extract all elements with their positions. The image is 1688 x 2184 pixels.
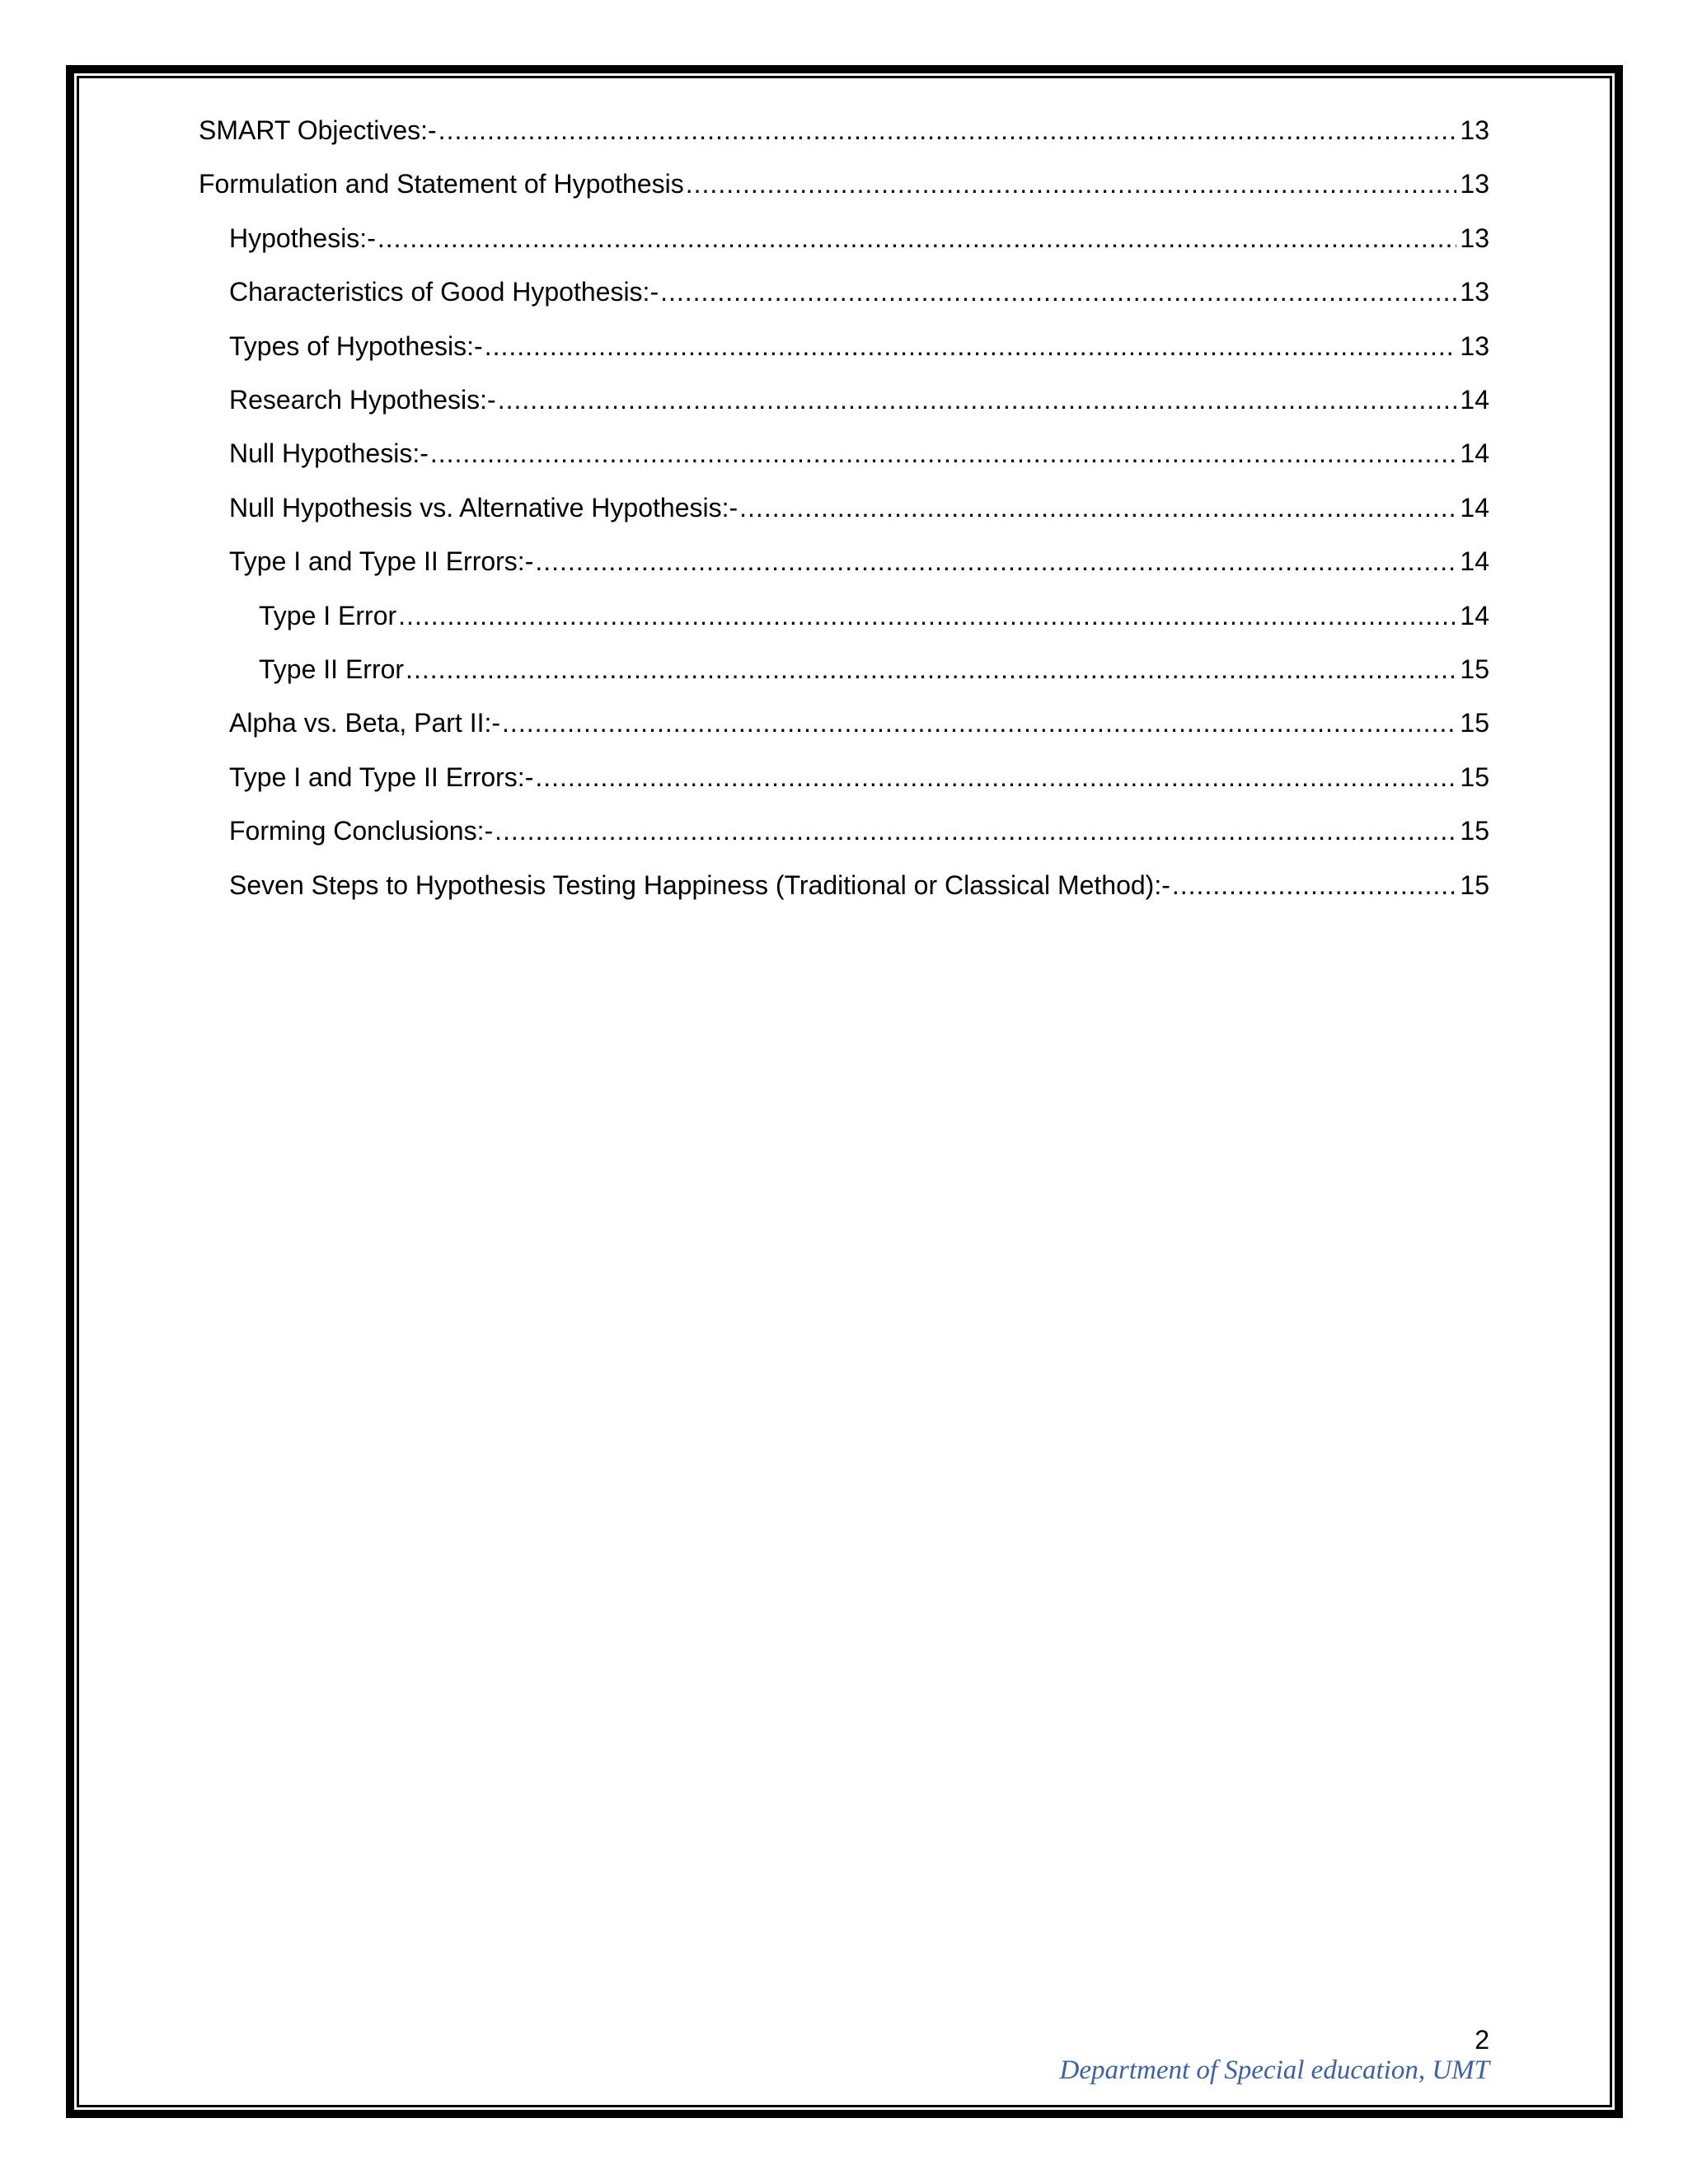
- toc-dot-leader: [502, 706, 1456, 739]
- toc-dot-leader: [686, 167, 1457, 200]
- toc-entry-label: Type II Error: [259, 654, 405, 684]
- toc-dot-leader: [438, 114, 1457, 147]
- toc-entry-page: 13: [1460, 115, 1489, 145]
- toc-dot-leader: [498, 383, 1457, 416]
- toc-entry[interactable]: [229, 869, 1489, 902]
- toc-entry-page: 15: [1460, 816, 1489, 846]
- toc-entry-label: Forming Conclusions:-: [229, 816, 494, 846]
- footer-department: Department of Special education, UMT: [1059, 2055, 1489, 2085]
- toc-dot-leader: [495, 814, 1456, 847]
- toc-entry-label: Types of Hypothesis:-: [229, 331, 483, 361]
- toc-entry-page: 14: [1460, 493, 1489, 523]
- toc-entry[interactable]: [229, 491, 1489, 524]
- toc-entry-label: Research Hypothesis:-: [229, 385, 496, 415]
- toc-dot-leader: [485, 330, 1457, 363]
- toc-dot-leader: [377, 222, 1457, 255]
- page-number: 2: [1475, 2025, 1489, 2055]
- toc-entry[interactable]: [229, 761, 1489, 794]
- toc-dot-leader: [535, 545, 1456, 578]
- toc-dot-leader: [398, 599, 1456, 632]
- toc-entry-label: Type I and Type II Errors:-: [229, 762, 534, 792]
- toc-entry[interactable]: [229, 706, 1489, 739]
- toc-entry[interactable]: [229, 814, 1489, 847]
- page-inner-border: [77, 76, 1612, 2107]
- toc-entry-label: Characteristics of Good Hypothesis:-: [229, 277, 659, 307]
- toc-entry-label: Seven Steps to Hypothesis Testing Happiness (Traditional or Classical Method):-: [229, 870, 1170, 900]
- toc-dot-leader: [406, 653, 1456, 686]
- toc-entry-page: 13: [1460, 331, 1489, 361]
- toc-entry-page: 15: [1460, 708, 1489, 738]
- toc-entry[interactable]: [229, 545, 1489, 578]
- toc-dot-leader: [430, 437, 1457, 470]
- toc-dot-leader: [535, 761, 1456, 794]
- toc-entry-page: 14: [1460, 601, 1489, 630]
- toc-dot-leader: [739, 491, 1456, 524]
- toc-entry-page: 13: [1460, 169, 1489, 199]
- toc-entry-label: Formulation and Statement of Hypothesis: [199, 169, 684, 199]
- toc-entry-page: 15: [1460, 654, 1489, 684]
- toc-entry[interactable]: [259, 599, 1489, 632]
- toc-entry-page: 13: [1460, 223, 1489, 253]
- toc-entry[interactable]: [229, 437, 1489, 470]
- toc-entry[interactable]: [259, 653, 1489, 686]
- toc-dot-leader: [1172, 869, 1457, 902]
- toc-entry-page: 14: [1460, 438, 1489, 468]
- toc-entry-page: 14: [1460, 385, 1489, 415]
- toc-entry-label: Null Hypothesis vs. Alternative Hypothesis:-: [229, 493, 738, 523]
- toc-entry-page: 15: [1460, 870, 1489, 900]
- toc-entry[interactable]: [229, 330, 1489, 363]
- toc-entry-label: Null Hypothesis:-: [229, 438, 429, 468]
- toc-entry-page: 13: [1460, 277, 1489, 307]
- toc-entry-label: Type I Error: [259, 601, 397, 630]
- toc-dot-leader: [660, 275, 1456, 308]
- toc-entry[interactable]: [229, 222, 1489, 255]
- toc-entry[interactable]: [229, 383, 1489, 416]
- toc-entry-label: Hypothesis:-: [229, 223, 376, 253]
- toc-entry-label: Alpha vs. Beta, Part II:-: [229, 708, 501, 738]
- toc-entry[interactable]: [199, 114, 1489, 147]
- toc-entry-label: SMART Objectives:-: [199, 115, 437, 145]
- toc-entry-label: Type I and Type II Errors:-: [229, 546, 534, 576]
- toc-entry[interactable]: [229, 275, 1489, 308]
- toc-entry-page: 14: [1460, 546, 1489, 576]
- toc-entry[interactable]: [199, 167, 1489, 200]
- toc-entry-page: 15: [1460, 762, 1489, 792]
